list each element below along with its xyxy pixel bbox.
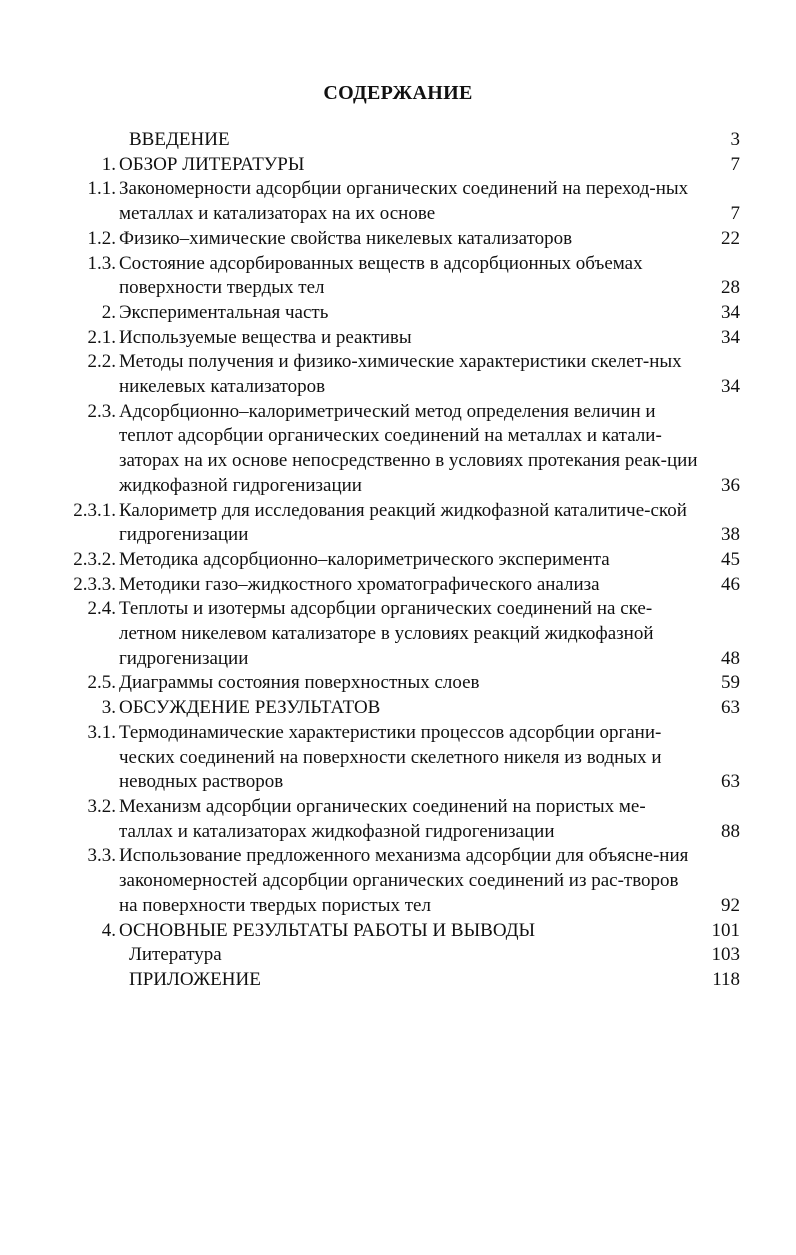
- toc-entry-number: 2.3.3.: [73, 573, 116, 595]
- toc-entry-page: 36: [721, 474, 740, 496]
- toc-entry-1-2: [0, 227, 796, 252]
- toc-entry-1-3: [0, 252, 796, 301]
- toc-entry-number: 2.3.: [87, 400, 116, 422]
- toc-entry-title: Методика адсорбционно–калориметрического эксперимента: [119, 548, 610, 570]
- toc-entry-page: 63: [721, 771, 740, 793]
- toc-entry-page: 88: [721, 820, 740, 842]
- toc-entry-page: 48: [721, 647, 740, 669]
- toc-entry-page: 34: [721, 376, 740, 398]
- toc-entry-title: ПРИЛОЖЕНИЕ: [129, 968, 261, 990]
- toc-entry-1: [0, 153, 796, 178]
- toc-entry-literature: [0, 943, 796, 968]
- table-of-contents: [0, 128, 796, 993]
- toc-entry-number: 3.1.: [87, 721, 116, 743]
- toc-entry-page: 46: [721, 573, 740, 595]
- toc-entry-title: Термодинамические характеристики процессов адсорбции органи-ческих соединений на поверхности скелетного никеля из водных и неводных растворов: [119, 721, 662, 793]
- toc-entry-number: 2.3.1.: [73, 499, 116, 521]
- toc-entry-title: Закономерности адсорбции органических соединений на переход-ных металлах и катализаторах на их основе: [119, 178, 689, 225]
- toc-entry-number: 4.: [101, 919, 116, 941]
- toc-entry-page: 103: [711, 944, 740, 966]
- toc-entry-number: 3.3.: [87, 845, 116, 867]
- toc-entry-title: ОБЗОР ЛИТЕРАТУРЫ: [119, 153, 305, 175]
- toc-entry-number: 2.5.: [87, 672, 116, 694]
- toc-entry-title: ОСНОВНЫЕ РЕЗУЛЬТАТЫ РАБОТЫ И ВЫВОДЫ: [119, 919, 536, 941]
- toc-entry-2-5: [0, 671, 796, 696]
- toc-entry-2-2: [0, 350, 796, 399]
- toc-entry-page: 59: [721, 672, 740, 694]
- toc-entry-title: Состояние адсорбированных веществ в адсорбционных объемах поверхности твердых тел: [119, 252, 643, 299]
- toc-entry-page: 101: [711, 919, 740, 941]
- toc-entry-2-3-1: [0, 499, 796, 548]
- toc-entry-1-1: [0, 177, 796, 226]
- toc-entry-number: 2.: [101, 301, 116, 323]
- toc-entry-page: 7: [730, 203, 740, 225]
- toc-entry-page: 63: [721, 697, 740, 719]
- toc-entry-3-2: [0, 795, 796, 844]
- toc-entry-title: Методы получения и физико-химические характеристики скелет-ных никелевых катализаторов: [119, 351, 682, 398]
- toc-entry-2-1: [0, 326, 796, 351]
- toc-entry-number: 1.2.: [87, 227, 116, 249]
- toc-entry-appendix: [0, 968, 796, 993]
- toc-entry-title: Экспериментальная часть: [119, 301, 329, 323]
- toc-entry-2-3: [0, 400, 796, 499]
- toc-entry-page: 118: [712, 968, 740, 990]
- toc-entry-number: 2.2.: [87, 351, 116, 373]
- toc-entry-number: 1.1.: [87, 178, 116, 200]
- toc-entry-2-3-2: [0, 548, 796, 573]
- toc-entry-4: [0, 919, 796, 944]
- toc-entry-page: 28: [721, 277, 740, 299]
- toc-entry-number: 2.3.2.: [73, 548, 116, 570]
- toc-entry-title: Теплоты и изотермы адсорбции органических соединений на ске-летном никелевом катализаторе в условиях реакций жидкофазной гидрогенизации: [119, 598, 654, 669]
- toc-entry-title: Адсорбционно–калориметрический метод определения величин и теплот адсорбции органических соединений на металлах и катали-заторах на их основе непосредственно в условиях протекания реак-ции жидкофазной гидрогенизации: [119, 400, 698, 496]
- toc-entry-title: Калориметр для исследования реакций жидкофазной каталитиче-ской гидрогенизации: [119, 499, 687, 546]
- toc-entry-title: Методики газо–жидкостного хроматографического анализа: [119, 573, 600, 595]
- toc-entry-title: Диаграммы состояния поверхностных слоев: [119, 672, 480, 694]
- toc-entry-title: Физико–химические свойства никелевых катализаторов: [119, 227, 573, 249]
- toc-entry-3-1: [0, 721, 796, 795]
- toc-entry-3-3: [0, 844, 796, 918]
- toc-entry-page: 92: [721, 894, 740, 916]
- toc-entry-title: ОБСУЖДЕНИЕ РЕЗУЛЬТАТОВ: [119, 697, 381, 719]
- toc-entry-page: 34: [721, 301, 740, 323]
- toc-entry-title: ВВЕДЕНИЕ: [129, 129, 230, 150]
- toc-entry-3: [0, 696, 796, 721]
- toc-entry-title: Используемые вещества и реактивы: [119, 326, 412, 348]
- toc-entry-number: 3.: [101, 697, 116, 719]
- toc-entry-page: 3: [730, 129, 740, 150]
- toc-entry-page: 38: [721, 524, 740, 546]
- toc-entry-title: Механизм адсорбции органических соединений на пористых ме-таллах и катализаторах жидкофазной гидрогенизации: [119, 795, 646, 842]
- page-title: СОДЕРЖАНИЕ: [323, 82, 473, 104]
- toc-entry-title: Литература: [129, 944, 222, 966]
- toc-entry-number: 1.: [101, 153, 116, 175]
- toc-entry-number: 3.2.: [87, 795, 116, 817]
- toc-entry-2: [0, 301, 796, 326]
- toc-entry-page: 22: [721, 227, 740, 249]
- toc-entry-page: 45: [721, 548, 740, 570]
- toc-entry-title: Использование предложенного механизма адсорбции для объясне-ния закономерностей адсорбции органических соединений из рас-творов на поверхности твердых пористых тел: [119, 845, 689, 916]
- toc-entry-2-4: [0, 597, 796, 671]
- toc-entry-introduction: [0, 128, 796, 153]
- toc-entry-page: 7: [730, 153, 740, 175]
- toc-entry-page: 34: [721, 326, 740, 348]
- toc-entry-number: 1.3.: [87, 252, 116, 274]
- toc-entry-number: 2.4.: [87, 598, 116, 620]
- toc-entry-2-3-3: [0, 573, 796, 598]
- toc-entry-number: 2.1.: [87, 326, 116, 348]
